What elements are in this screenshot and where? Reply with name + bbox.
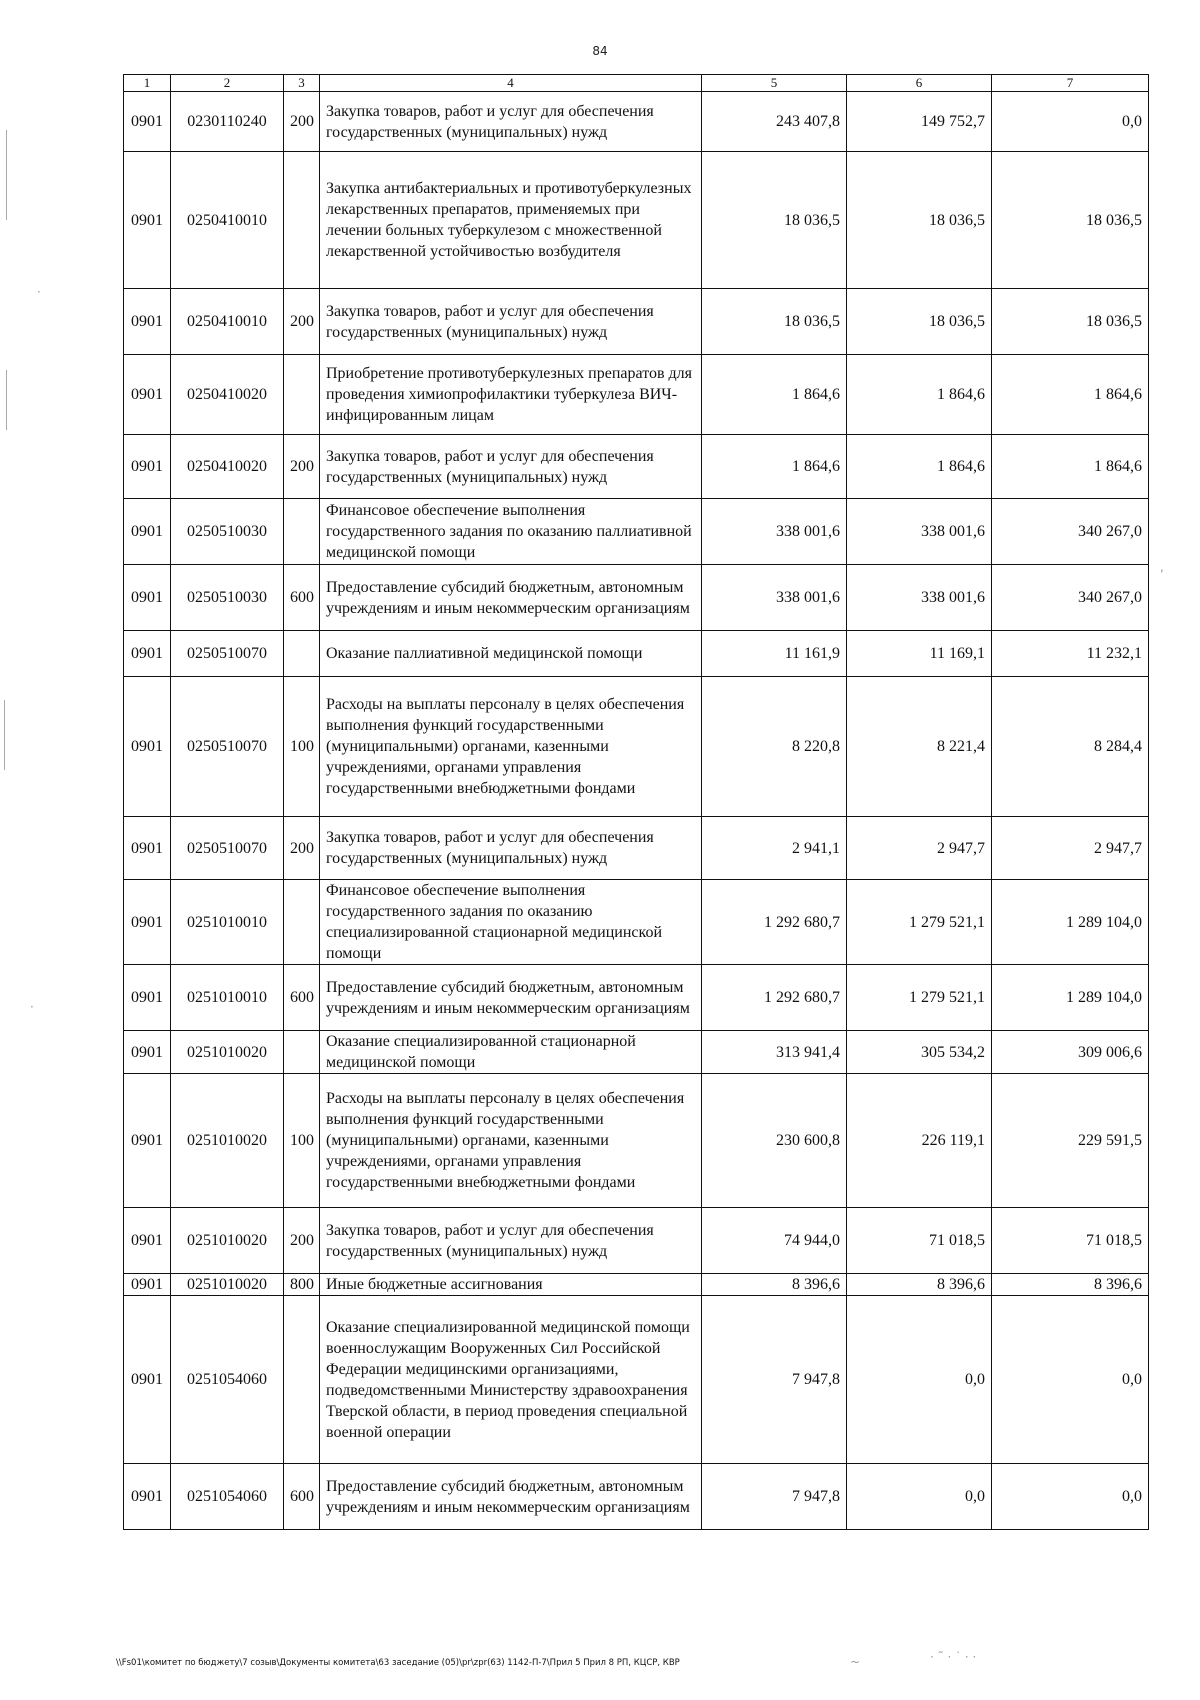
table-row [124, 880, 1149, 965]
amount-col-5-cell: 7 947,8 [702, 1296, 847, 1464]
header-col-1: 1 [124, 75, 171, 92]
amount-col-7-cell: 2 947,7 [992, 817, 1149, 880]
expense-type-cell [284, 355, 320, 435]
amount-col-7-cell: 340 267,0 [992, 499, 1149, 565]
amount-col-7-cell: 309 006,6 [992, 1031, 1149, 1074]
expense-type-cell [284, 1296, 320, 1464]
item-name-cell: Закупка товаров, работ и услуг для обеспечения государственных (муниципальных) нужд [320, 92, 702, 152]
item-name-cell: Закупка товаров, работ и услуг для обеспечения государственных (муниципальных) нужд [320, 1208, 702, 1274]
table-row [124, 565, 1149, 631]
amount-col-7-cell: 8 396,6 [992, 1274, 1149, 1296]
expense-type-cell: 200 [284, 817, 320, 880]
item-name-cell: Закупка товаров, работ и услуг для обеспечения государственных (муниципальных) нужд [320, 435, 702, 499]
amount-col-5-cell: 7 947,8 [702, 1464, 847, 1530]
table-row [124, 499, 1149, 565]
section-code-cell: 0901 [124, 499, 171, 565]
amount-col-5-cell: 2 941,1 [702, 817, 847, 880]
amount-col-7-cell: 0,0 [992, 1296, 1149, 1464]
expense-type-cell [284, 152, 320, 289]
amount-col-6-cell: 149 752,7 [847, 92, 992, 152]
header-col-6: 6 [847, 75, 992, 92]
header-row [124, 75, 1149, 92]
table-row [124, 965, 1149, 1031]
target-code-cell: 0250510070 [171, 677, 284, 817]
amount-col-5-cell: 243 407,8 [702, 92, 847, 152]
target-code-cell: 0250410010 [171, 289, 284, 355]
scan-speck: ~ [850, 1655, 861, 1669]
section-code-cell: 0901 [124, 1208, 171, 1274]
header-col-7: 7 [992, 75, 1149, 92]
amount-col-6-cell: 1 279 521,1 [847, 965, 992, 1031]
section-code-cell: 0901 [124, 817, 171, 880]
amount-col-6-cell: 338 001,6 [847, 565, 992, 631]
table-row [124, 92, 1149, 152]
table-row [124, 152, 1149, 289]
table-row [124, 1208, 1149, 1274]
scan-margin-line [6, 370, 7, 430]
amount-col-6-cell: 0,0 [847, 1296, 992, 1464]
expense-type-cell: 100 [284, 677, 320, 817]
amount-col-5-cell: 18 036,5 [702, 289, 847, 355]
section-code-cell: 0901 [124, 435, 171, 499]
amount-col-7-cell: 0,0 [992, 92, 1149, 152]
item-name-cell: Предоставление субсидий бюджетным, автономным учреждениям и иным некоммерческим организациям [320, 1464, 702, 1530]
expense-type-cell: 600 [284, 565, 320, 631]
amount-col-6-cell: 0,0 [847, 1464, 992, 1530]
header-col-4: 4 [320, 75, 702, 92]
amount-col-7-cell: 8 284,4 [992, 677, 1149, 817]
amount-col-6-cell: 18 036,5 [847, 152, 992, 289]
amount-col-7-cell: 0,0 [992, 1464, 1149, 1530]
scan-margin-line [4, 700, 5, 770]
amount-col-5-cell: 8 396,6 [702, 1274, 847, 1296]
amount-col-6-cell: 338 001,6 [847, 499, 992, 565]
amount-col-6-cell: 305 534,2 [847, 1031, 992, 1074]
target-code-cell: 0251010020 [171, 1274, 284, 1296]
amount-col-7-cell: 18 036,5 [992, 289, 1149, 355]
item-name-cell: Предоставление субсидий бюджетным, автономным учреждениям и иным некоммерческим организациям [320, 565, 702, 631]
amount-col-7-cell: 340 267,0 [992, 565, 1149, 631]
amount-col-5-cell: 338 001,6 [702, 499, 847, 565]
amount-col-5-cell: 1 864,6 [702, 355, 847, 435]
amount-col-5-cell: 1 292 680,7 [702, 965, 847, 1031]
table-row [124, 1031, 1149, 1074]
amount-col-5-cell: 1 292 680,7 [702, 880, 847, 965]
section-code-cell: 0901 [124, 289, 171, 355]
item-name-cell: Предоставление субсидий бюджетным, автономным учреждениям и иным некоммерческим организациям [320, 965, 702, 1031]
amount-col-7-cell: 1 864,6 [992, 355, 1149, 435]
expense-type-cell: 200 [284, 92, 320, 152]
table-row [124, 1074, 1149, 1208]
scan-speck: · ˜ · ˙ · · [930, 1650, 977, 1664]
section-code-cell: 0901 [124, 880, 171, 965]
target-code-cell: 0250510070 [171, 817, 284, 880]
expense-type-cell: 200 [284, 435, 320, 499]
scan-margin-line [6, 130, 7, 220]
amount-col-5-cell: 74 944,0 [702, 1208, 847, 1274]
item-name-cell: Расходы на выплаты персоналу в целях обеспечения выполнения функций государственными (муниципальными) органами, казенными учреждениями, органами управления государственными внебюджетными фондами [320, 1074, 702, 1208]
table-row [124, 289, 1149, 355]
amount-col-5-cell: 18 036,5 [702, 152, 847, 289]
item-name-cell: Оказание специализированной стационарной медицинской помощи [320, 1031, 702, 1074]
section-code-cell: 0901 [124, 631, 171, 677]
amount-col-6-cell: 1 864,6 [847, 435, 992, 499]
item-name-cell: Закупка товаров, работ и услуг для обеспечения государственных (муниципальных) нужд [320, 289, 702, 355]
amount-col-6-cell: 18 036,5 [847, 289, 992, 355]
amount-col-7-cell: 1 289 104,0 [992, 880, 1149, 965]
target-code-cell: 0251010020 [171, 1074, 284, 1208]
section-code-cell: 0901 [124, 1074, 171, 1208]
expense-type-cell: 200 [284, 1208, 320, 1274]
amount-col-6-cell: 8 221,4 [847, 677, 992, 817]
amount-col-5-cell: 313 941,4 [702, 1031, 847, 1074]
section-code-cell: 0901 [124, 965, 171, 1031]
table-row [124, 435, 1149, 499]
target-code-cell: 0250510070 [171, 631, 284, 677]
expense-type-cell [284, 499, 320, 565]
amount-col-7-cell: 1 289 104,0 [992, 965, 1149, 1031]
amount-col-6-cell: 226 119,1 [847, 1074, 992, 1208]
amount-col-6-cell: 1 864,6 [847, 355, 992, 435]
target-code-cell: 0251010010 [171, 965, 284, 1031]
table-row [124, 1274, 1149, 1296]
header-col-5: 5 [702, 75, 847, 92]
target-code-cell: 0251010020 [171, 1031, 284, 1074]
amount-col-6-cell: 11 169,1 [847, 631, 992, 677]
target-code-cell: 0250410010 [171, 152, 284, 289]
amount-col-6-cell: 8 396,6 [847, 1274, 992, 1296]
table-row [124, 1464, 1149, 1530]
amount-col-6-cell: 71 018,5 [847, 1208, 992, 1274]
amount-col-5-cell: 11 161,9 [702, 631, 847, 677]
table-row [124, 1296, 1149, 1464]
item-name-cell: Расходы на выплаты персоналу в целях обеспечения выполнения функций государственными (муниципальными) органами, казенными учреждениями, органами управления государственными внебюджетными фондами [320, 677, 702, 817]
target-code-cell: 0250410020 [171, 435, 284, 499]
expense-type-cell [284, 631, 320, 677]
expense-type-cell: 600 [284, 1464, 320, 1530]
amount-col-7-cell: 18 036,5 [992, 152, 1149, 289]
expense-type-cell: 100 [284, 1074, 320, 1208]
item-name-cell: Приобретение противотуберкулезных препаратов для проведения химиопрофилактики туберкулеза ВИЧ-инфицированным лицам [320, 355, 702, 435]
target-code-cell: 0251010010 [171, 880, 284, 965]
table-row [124, 631, 1149, 677]
scan-speck: , [1160, 560, 1164, 574]
section-code-cell: 0901 [124, 92, 171, 152]
target-code-cell: 0251010020 [171, 1208, 284, 1274]
section-code-cell: 0901 [124, 677, 171, 817]
section-code-cell: 0901 [124, 1274, 171, 1296]
page-number: 84 [592, 44, 608, 58]
item-name-cell: Закупка антибактериальных и противотуберкулезных лекарственных препаратов, применяемых при лечении больных туберкулезом с множественной лекарственной устойчивостью возбудителя [320, 152, 702, 289]
header-col-2: 2 [171, 75, 284, 92]
section-code-cell: 0901 [124, 1464, 171, 1530]
target-code-cell: 0251054060 [171, 1296, 284, 1464]
budget-table [123, 74, 1149, 1530]
section-code-cell: 0901 [124, 355, 171, 435]
header-col-3: 3 [284, 75, 320, 92]
expense-type-cell [284, 1031, 320, 1074]
footer-file-path: \\Fs01\комитет по бюджету\7 созыв\Документы комитета\63 заседание (05)\pr\zpr(63) 1142-П-7\Прил 5 Прил 8 РП, КЦСР, КВР [116, 1658, 680, 1668]
section-code-cell: 0901 [124, 1031, 171, 1074]
section-code-cell: 0901 [124, 1296, 171, 1464]
target-code-cell: 0250410020 [171, 355, 284, 435]
table-row [124, 817, 1149, 880]
amount-col-5-cell: 1 864,6 [702, 435, 847, 499]
amount-col-6-cell: 2 947,7 [847, 817, 992, 880]
table-row [124, 355, 1149, 435]
target-code-cell: 0230110240 [171, 92, 284, 152]
expense-type-cell: 800 [284, 1274, 320, 1296]
amount-col-5-cell: 230 600,8 [702, 1074, 847, 1208]
amount-col-7-cell: 11 232,1 [992, 631, 1149, 677]
table-row [124, 677, 1149, 817]
amount-col-6-cell: 1 279 521,1 [847, 880, 992, 965]
item-name-cell: Финансовое обеспечение выполнения государственного задания по оказанию специализированной стационарной медицинской помощи [320, 880, 702, 965]
scan-speck: · [37, 285, 41, 299]
amount-col-5-cell: 8 220,8 [702, 677, 847, 817]
target-code-cell: 0250510030 [171, 565, 284, 631]
item-name-cell: Оказание паллиативной медицинской помощи [320, 631, 702, 677]
amount-col-5-cell: 338 001,6 [702, 565, 847, 631]
section-code-cell: 0901 [124, 152, 171, 289]
item-name-cell: Оказание специализированной медицинской помощи военнослужащим Вооруженных Сил Российской Федерации медицинскими организациями, подведомственными Министерству здравоохранения Тверской области, в период проведения специальной военной операции [320, 1296, 702, 1464]
scan-speck: · [30, 1000, 34, 1014]
amount-col-7-cell: 229 591,5 [992, 1074, 1149, 1208]
section-code-cell: 0901 [124, 565, 171, 631]
amount-col-7-cell: 71 018,5 [992, 1208, 1149, 1274]
expense-type-cell: 200 [284, 289, 320, 355]
item-name-cell: Закупка товаров, работ и услуг для обеспечения государственных (муниципальных) нужд [320, 817, 702, 880]
expense-type-cell: 600 [284, 965, 320, 1031]
table-body [124, 92, 1149, 1530]
item-name-cell: Иные бюджетные ассигнования [320, 1274, 702, 1296]
target-code-cell: 0251054060 [171, 1464, 284, 1530]
amount-col-7-cell: 1 864,6 [992, 435, 1149, 499]
expense-type-cell [284, 880, 320, 965]
target-code-cell: 0250510030 [171, 499, 284, 565]
item-name-cell: Финансовое обеспечение выполнения государственного задания по оказанию паллиативной медицинской помощи [320, 499, 702, 565]
